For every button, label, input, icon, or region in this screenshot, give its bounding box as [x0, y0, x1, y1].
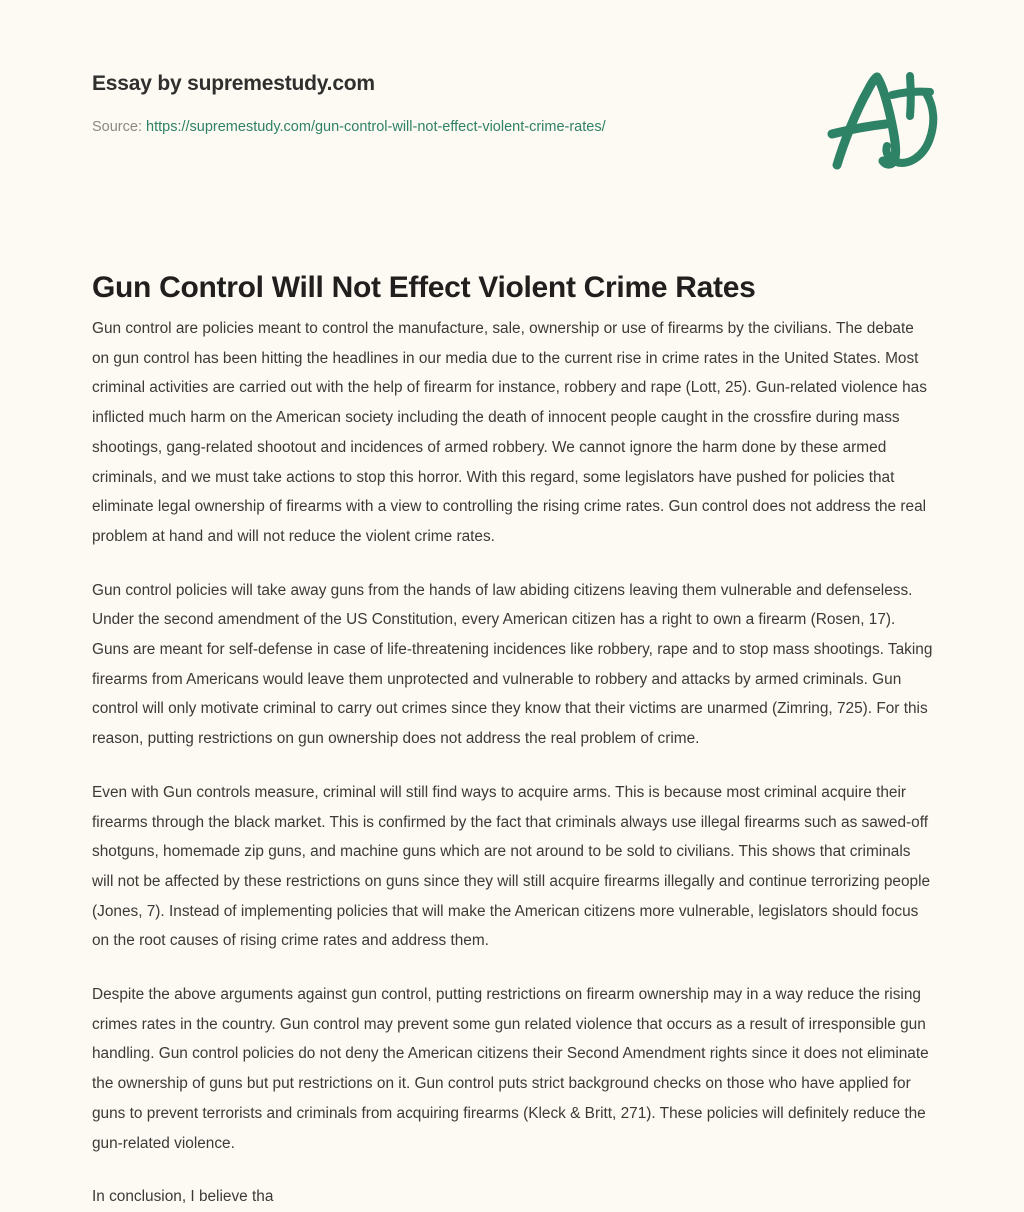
page-header	[0, 0, 1024, 200]
page-title: Gun Control Will Not Effect Violent Crime Rates	[92, 271, 756, 305]
source-line	[92, 120, 606, 135]
body-paragraph: Gun control are policies meant to control the manufacture, sale, ownership or use of firearms by the civilians. The debate on gun control has been hitting the headlines in our media due to the current rise in crime rates in the United States. Most criminal activities are carried out with the help of firearm for instance, robbery and rape (Lott, 25). Gun-related violence has inflicted much harm on the American society including the death of innocent people caught in the crossfire during mass shootings, gang-related shootout and incidences of armed robbery. We cannot ignore the harm done by these armed criminals, and we must take actions to stop this horror. With this regard, some legislators have pushed for policies that eliminate legal ownership of firearms with a view to controlling the rising crime rates. Gun control does not address the real problem at hand and will not reduce the violent crime rates.	[92, 320, 927, 545]
body-paragraph: Gun control policies will take away guns from the hands of law abiding citizens leaving them vulnerable and defenseless. Under the second amendment of the US Constitution, every American citizen has a right to own a firearm (Rosen, 17). Guns are meant for self-defense in case of life-threatening incidences like robbery, rape and to stop mass shootings. Taking firearms from Americans would leave them unprotected and vulnerable to robbery and attacks by armed criminals. Gun control will only motivate criminal to carry out crimes since they know that their victims are unarmed (Zimring, 725). For this reason, putting restrictions on gun ownership does not address the real problem of crime.	[92, 581, 933, 748]
body-paragraph: Despite the above arguments against gun control, putting restrictions on firearm ownership may in a way reduce the rising crimes rates in the country. Gun control may prevent some gun related violence that occurs as a result of irresponsible gun handling. Gun control policies do not deny the American citizens their Second Amendment rights since it does not eliminate the ownership of guns but put restrictions on it. Gun control puts strict background checks on those who have applied for guns to prevent terrorists and criminals from acquiring firearms (Kleck & Britt, 271). These policies will definitely reduce the gun-related violence.	[92, 986, 929, 1152]
aplus-logo-icon	[806, 62, 946, 174]
body-paragraph: Even with Gun controls measure, criminal will still find ways to acquire arms. This is because most criminal acquire their firearms through the black market. This is confirmed by the fact that criminals always use illegal firearms such as sawed-off shotguns, homemade zip guns, and machine guns which are not around to be sold to civilians. This shows that criminals will not be affected by these restrictions on guns since they will still acquire firearms illegally and continue terrorizing people (Jones, 7). Instead of implementing policies that will make the American citizens more vulnerable, legislators should focus on the root causes of rising crime rates and address them.	[92, 783, 931, 950]
source-label: Source:	[92, 119, 142, 135]
body-paragraph-truncated: In conclusion, I believe tha	[92, 1188, 274, 1206]
article-body	[92, 314, 934, 1212]
byline: Essay by supremestudy.com	[92, 72, 375, 95]
source-url-link[interactable]: https://supremestudy.com/gun-control-will-not-effect-violent-crime-rates/	[146, 119, 606, 135]
